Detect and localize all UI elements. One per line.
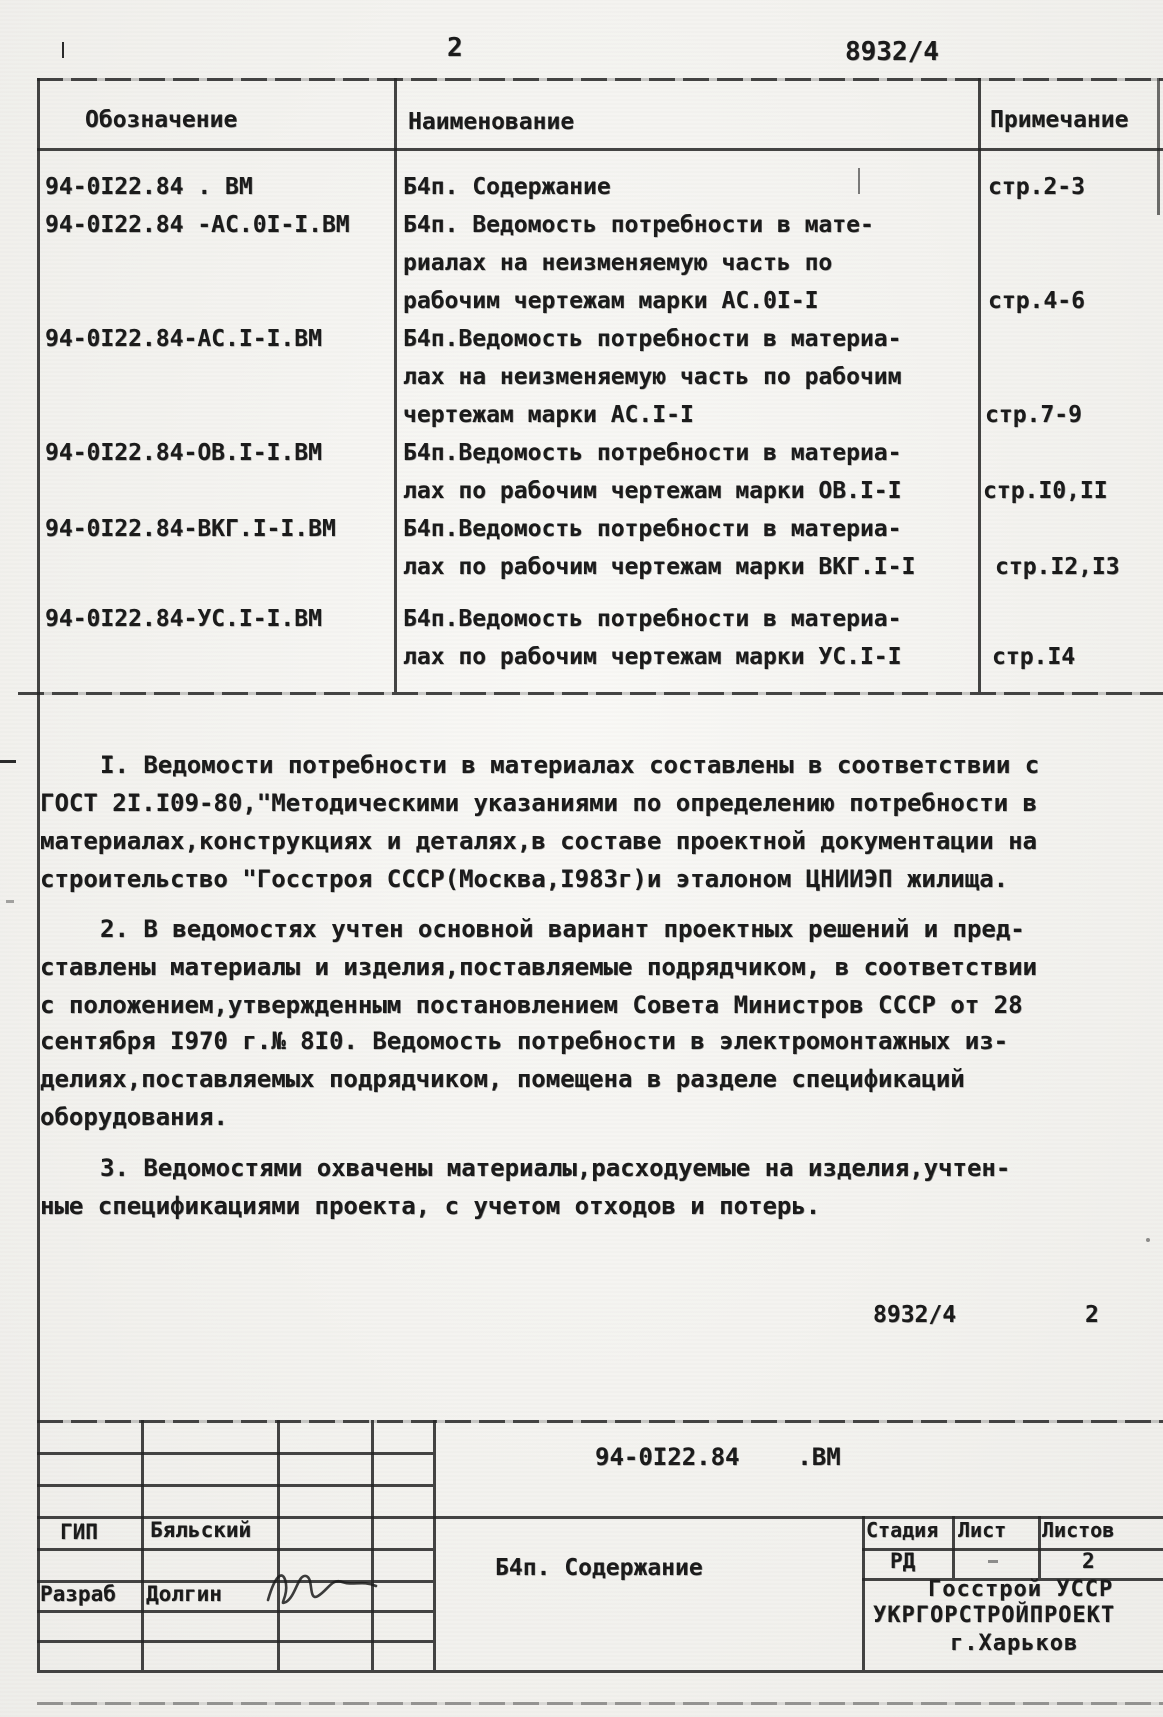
note-paragraph-line: ГОСТ 2I.I09-80,"Методическими указаниями по определению потребности в: [40, 789, 1037, 817]
title-block-doc-number: 94-0I22.84 .ВМ: [595, 1443, 841, 1471]
role-label-gip: ГИП: [60, 1520, 98, 1544]
org-city-line: г.Харьков: [950, 1631, 1079, 1656]
col-header-name: Наименование: [408, 109, 575, 135]
table-divider-1: [394, 78, 397, 692]
note-paragraph-line: материалах,конструкциях и деталях,в составе проектной документации на: [40, 827, 1037, 855]
table-row-code: 94-0I22.84 . ВМ: [45, 174, 253, 200]
sheet-label: Лист: [958, 1518, 1007, 1542]
role-label-developer: Разраб: [40, 1582, 116, 1606]
table-row-name: лах по рабочим чертежам марки ОВ.I-I: [403, 478, 902, 504]
note-paragraph-line: строительство "Госстроя СССР(Москва,I983г)и эталоном ЦНИИЭП жилища.: [40, 865, 1009, 893]
page-number-top: 2: [447, 33, 463, 63]
role-name-developer: Долгин: [146, 1582, 222, 1606]
scan-artifact-dash: [0, 760, 16, 763]
note-paragraph-line: I. Ведомости потребности в материалах составлены в соответствии с: [100, 751, 1040, 779]
table-row-name: рабочим чертежам марки АС.0I-I: [403, 288, 819, 314]
title-block-line: [141, 1420, 144, 1670]
note-paragraph-line: ные спецификациями проекта, с учетом отходов и потерь.: [40, 1192, 821, 1220]
table-row-code: 94-0I22.84-ВКГ.I-I.ВМ: [45, 516, 336, 542]
table-right-border: [1157, 78, 1160, 215]
title-block-line: [433, 1420, 436, 1670]
table-row-name: лах по рабочим чертежам марки ВКГ.I-I: [403, 554, 916, 580]
sheets-label: Листов: [1042, 1518, 1115, 1542]
doc-code-top: 8932/4: [845, 37, 939, 67]
note-paragraph-line: сентября I970 г.№ 8I0. Ведомость потребности в электромонтажных из-: [40, 1027, 1009, 1055]
sheets-value: 2: [1082, 1549, 1095, 1573]
title-block-line: [952, 1516, 955, 1578]
scan-artifact-tick: [62, 42, 64, 58]
table-divider-2: [978, 78, 981, 692]
title-block-line: [277, 1420, 280, 1670]
table-row-name: чертежам марки АС.I-I: [403, 402, 694, 428]
table-row-name: Б4п.Ведомость потребности в материа-: [403, 516, 902, 542]
title-block-line: [862, 1516, 865, 1670]
org-name-line: УКРГОРСТРОЙПРОЕКТ: [873, 1603, 1116, 1628]
table-row-note: стр.7-9: [985, 402, 1082, 428]
doc-code-bottom: 8932/4: [873, 1302, 957, 1328]
title-block-doc-title: Б4п. Содержание: [495, 1555, 703, 1581]
stage-label: Стадия: [866, 1518, 939, 1542]
scan-artifact-dot: [1146, 1238, 1150, 1242]
table-row-note: стр.I0,II: [983, 478, 1108, 504]
title-block-line: [371, 1420, 374, 1670]
table-header-underline: [37, 148, 1163, 151]
page-number-bottom: 2: [1085, 1302, 1099, 1328]
table-row-note: стр.I4: [992, 644, 1076, 670]
table-row-name: Б4п. Содержание: [403, 174, 611, 200]
note-paragraph-line: ставлены материалы и изделия,поставляемые подрядчиком, в соответствии: [40, 953, 1037, 981]
title-block-top-border: [37, 1420, 1163, 1423]
role-name-gip: Бяльский: [150, 1518, 252, 1542]
note-paragraph-line: 3. Ведомостями охвачены материалы,расходуемые на изделия,учтен-: [100, 1154, 1011, 1182]
table-row-note: стр.I2,I3: [995, 554, 1120, 580]
stage-value: РД: [890, 1549, 916, 1573]
table-row-name: Б4п.Ведомость потребности в материа-: [403, 440, 902, 466]
signature-icon: [262, 1562, 382, 1612]
table-top-border: [37, 78, 1163, 81]
table-row-code: 94-0I22.84-УС.I-I.ВМ: [45, 606, 322, 632]
table-row-name: лах на неизменяемую часть по рабочим: [403, 364, 902, 390]
table-row-name: Б4п.Ведомость потребности в материа-: [403, 326, 902, 352]
col-header-designation: Обозначение: [85, 107, 238, 133]
table-row-note: стр.4-6: [988, 288, 1085, 314]
note-paragraph-line: с положением,утвержденным постановлением Совета Министров СССР от 28: [40, 991, 1023, 1019]
table-row-name: лах по рабочим чертежам марки УС.I-I: [403, 644, 902, 670]
table-row-name: Б4п.Ведомость потребности в материа-: [403, 606, 902, 632]
org-name-line: Госстрой УССР: [928, 1577, 1114, 1602]
table-row-code: 94-0I22.84-АС.I-I.ВМ: [45, 326, 322, 352]
title-block-line: [1038, 1516, 1041, 1578]
table-row-code: 94-0I22.84 -АС.0I-I.ВМ: [45, 212, 350, 238]
table-row-note: стр.2-3: [988, 174, 1085, 200]
scan-artifact-line: [37, 1702, 1163, 1705]
table-row-name: риалах на неизменяемую часть по: [403, 250, 833, 276]
note-paragraph-line: оборудования.: [40, 1103, 228, 1131]
note-paragraph-line: 2. В ведомостях учтен основной вариант проектных решений и пред-: [100, 915, 1025, 943]
scan-artifact-dash: [6, 900, 14, 903]
scan-artifact-tick: [858, 168, 860, 194]
table-row-name: Б4п. Ведомость потребности в мате-: [403, 212, 874, 238]
note-paragraph-line: делиях,поставляемых подрядчиком, помещена в разделе спецификаций: [40, 1065, 965, 1093]
scan-artifact-dash: [988, 1560, 998, 1563]
col-header-note: Примечание: [990, 107, 1129, 133]
table-bottom-border: [18, 692, 1163, 695]
title-block-bottom-border: [37, 1670, 1163, 1673]
table-row-code: 94-0I22.84-ОВ.I-I.ВМ: [45, 440, 322, 466]
